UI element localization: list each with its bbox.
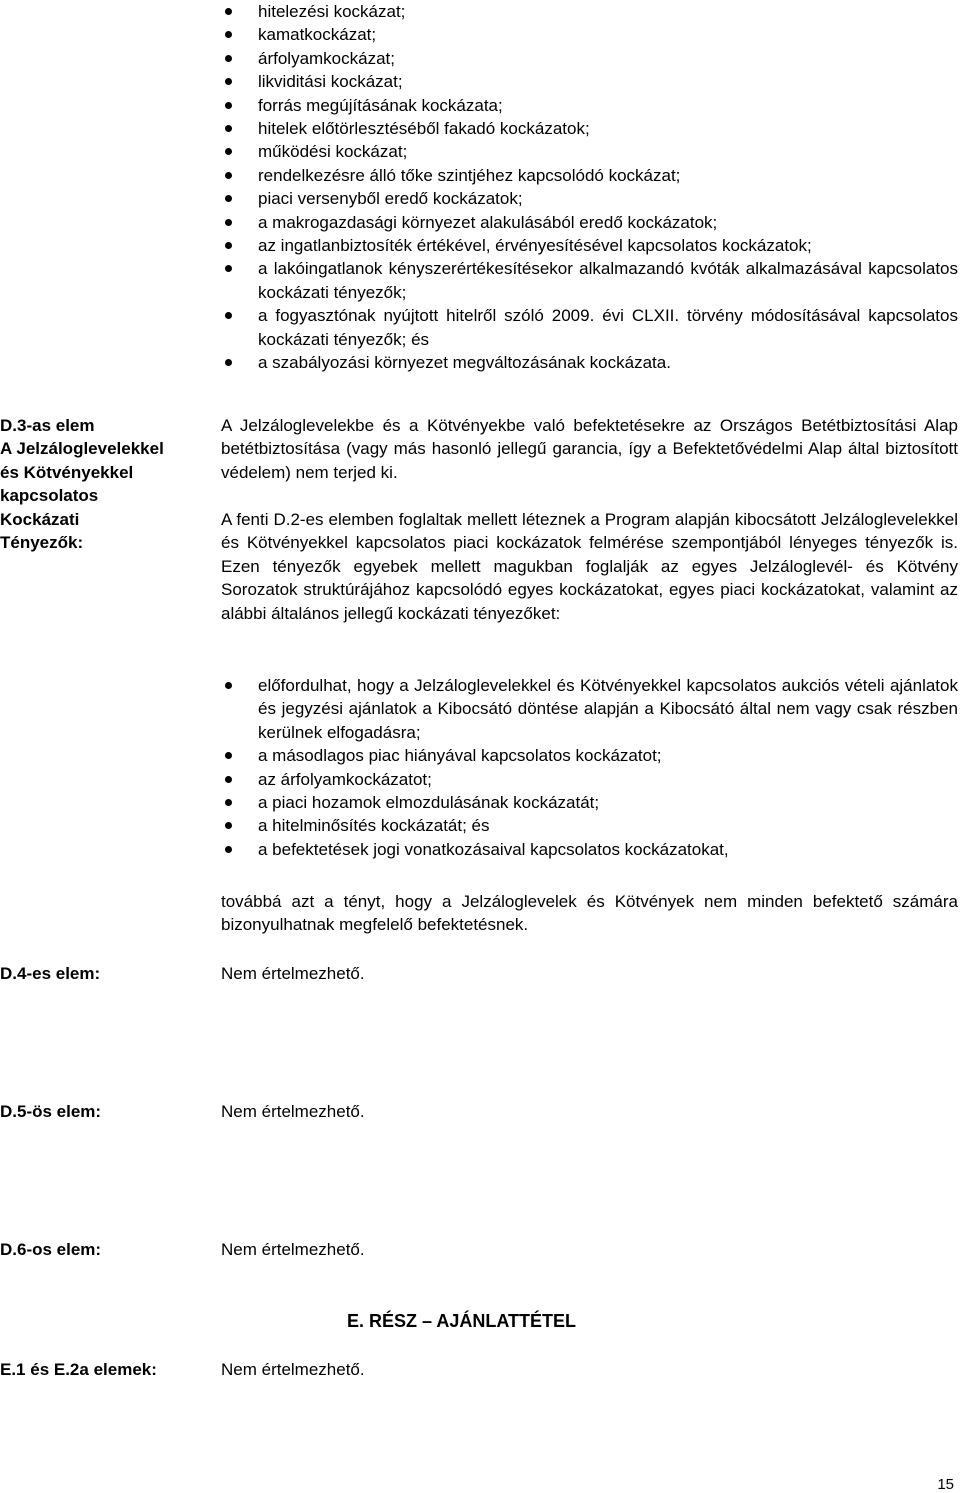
list-item: az árfolyamkockázatot; xyxy=(223,768,958,791)
e1-text: Nem értelmezhető. xyxy=(221,1360,365,1379)
d3-label-line: és Kötvényekkel xyxy=(0,462,134,482)
list-item: a másodlagos piac hiányával kapcsolatos kockázatot; xyxy=(223,744,958,767)
list-item: a fogyasztónak nyújtott hitelről szóló 2009. évi CLXII. törvény módosításával kapcsolatos kockázati tényezők; és xyxy=(223,304,958,351)
list-item: a hitelminősítés kockázatát; és xyxy=(223,814,958,837)
d3-paragraph-2: A fenti D.2-es elemben foglaltak mellett léteznek a Program alapján kibocsátott Jelzáloglevelekkel és Kötvényekkel kapcsolatos piaci kockázatok felmérése szempontjából lényeges tényezők is. Ezen tényezők egyebek mellett magukban foglalják az egyes Jelzáloglevél- és Kötvény Sorozatok struktúrájához kapcsolódó egyes kockázatokat, egyes piaci kockázatokat, valamint az alábbi általános jellegű kockázati tényezőket: xyxy=(221,510,958,623)
d3-label xyxy=(0,414,212,554)
list-item: a lakóingatlanok kényszerértékesítésekor alkalmazandó kvóták alkalmazásával kapcsolatos kockázati tényezők; xyxy=(223,257,958,304)
list-item: likviditási kockázat; xyxy=(223,70,958,93)
d5-label: D.5-ös elem: xyxy=(0,1102,102,1121)
section-e-title: E. RÉSZ – AJÁNLATTÉTEL xyxy=(347,1311,577,1331)
list-item: az ingatlanbiztosíték értékével, érvényesítésével kapcsolatos kockázatok; xyxy=(223,234,958,257)
list-item: hitelezési kockázat; xyxy=(223,0,958,23)
list-item: a piaci hozamok elmozdulásának kockázatát; xyxy=(223,791,958,814)
d6-text: Nem értelmezhető. xyxy=(221,1240,365,1259)
e1-label: E.1 és E.2a elemek: xyxy=(0,1360,157,1379)
d3-label-line: D.3-as elem xyxy=(0,416,95,435)
d6-label: D.6-os elem: xyxy=(0,1240,102,1259)
list-item: hitelek előtörlesztéséből fakadó kockázatok; xyxy=(223,117,958,140)
d4-label: D.4-es elem: xyxy=(0,964,101,983)
page-number: 15 xyxy=(937,1476,954,1493)
list-item: árfolyamkockázat; xyxy=(223,47,958,70)
list-item: kamatkockázat; xyxy=(223,23,958,46)
risk-list xyxy=(223,0,958,375)
list-item: rendelkezésre álló tőke szintjéhez kapcsolódó kockázat; xyxy=(223,164,958,187)
list-item: a szabályozási környezet megváltozásának kockázata. xyxy=(223,351,958,374)
d4-text: Nem értelmezhető. xyxy=(221,964,365,983)
d3-label-line: Tényezők: xyxy=(0,533,84,553)
list-item: működési kockázat; xyxy=(223,140,958,163)
d3-label-line: kapcsolatos xyxy=(0,486,99,506)
list-item: forrás megújításának kockázata; xyxy=(223,94,958,117)
d3-paragraph-3: továbbá azt a tényt, hogy a Jelzáloglevelek és Kötvények nem minden befektető számára bizonyulhatnak megfelelő befektetésnek. xyxy=(221,892,958,935)
d3-risk-factor-list xyxy=(223,674,958,861)
list-item: a befektetések jogi vonatkozásaival kapcsolatos kockázatokat, xyxy=(223,838,958,861)
d5-text: Nem értelmezhető. xyxy=(221,1102,365,1121)
list-item: előfordulhat, hogy a Jelzáloglevelekkel és Kötvényekkel kapcsolatos aukciós vételi ajánlatok és jegyzési ajánlatok a Kibocsátó döntése alapján a Kibocsátó által nem vagy csak részben kerülnek elfogadásra; xyxy=(223,674,958,744)
d3-paragraph-1: A Jelzáloglevelekbe és a Kötvényekbe való befektetésekre az Országos Betétbiztosítási Alap betétbiztosítása (vagy más hasonló jellegű garancia, így a Befektetővédelmi Alap által biztosított védelem) nem terjed ki. xyxy=(221,416,958,482)
d3-label-line: A Jelzáloglevelekkel xyxy=(0,439,164,459)
d3-label-line: Kockázati xyxy=(0,509,80,529)
list-item: piaci versenyből eredő kockázatok; xyxy=(223,187,958,210)
list-item: a makrogazdasági környezet alakulásából eredő kockázatok; xyxy=(223,211,958,234)
